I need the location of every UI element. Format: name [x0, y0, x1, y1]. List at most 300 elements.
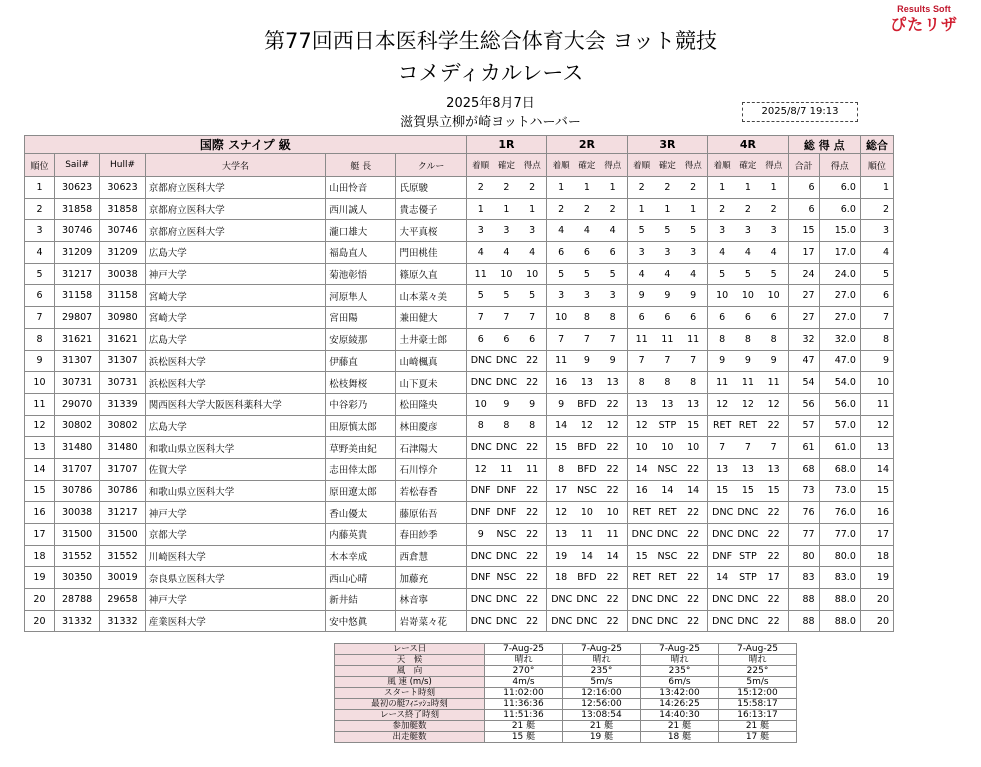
race-info-value: 11:36:36	[485, 699, 563, 710]
table-row	[25, 480, 894, 502]
race-points: 4	[609, 225, 616, 237]
finish-position: 6	[477, 333, 484, 345]
total-cell: 61	[788, 437, 819, 459]
crew-cell: 氏原駿	[396, 177, 466, 199]
col-confirmed: 確定	[658, 161, 676, 171]
sail-number-cell: 31158	[54, 285, 99, 307]
overall-rank-cell: 17	[860, 524, 893, 546]
confirmed-position: DNC	[495, 593, 517, 605]
race-result-cell	[466, 524, 546, 546]
confirmed-position: NSC	[657, 550, 678, 562]
skipper-cell: 香山優太	[326, 502, 396, 524]
race-result-cell	[466, 480, 546, 502]
overall-rank-cell: 6	[860, 285, 893, 307]
race-result-cell	[547, 285, 627, 307]
race-info-value: 16:13:17	[719, 710, 797, 721]
table-row	[25, 285, 894, 307]
finish-position: 6	[719, 311, 726, 323]
overall-rank-cell: 8	[860, 328, 893, 350]
col-sail: Sail#	[54, 154, 99, 177]
skipper-cell: 田原慎太郎	[326, 415, 396, 437]
confirmed-position: DNC	[656, 528, 678, 540]
col-score: 得点	[819, 154, 860, 177]
confirmed-position: 3	[664, 246, 671, 258]
table-row	[25, 198, 894, 220]
total-cell: 56	[788, 393, 819, 415]
finish-position: 9	[558, 398, 565, 410]
race-result-cell	[627, 524, 707, 546]
race-info-row	[335, 644, 797, 655]
race-result-cell	[627, 263, 707, 285]
total-cell: 32	[788, 328, 819, 350]
col-finish: 着順	[633, 161, 651, 171]
race-result-cell	[627, 589, 707, 611]
score-cell: 88.0	[819, 589, 860, 611]
finish-position: 8	[719, 333, 726, 345]
race-points: 14	[687, 485, 700, 497]
score-cell: 17.0	[819, 242, 860, 264]
finish-position: 17	[555, 485, 568, 497]
race-points: 1	[690, 203, 697, 215]
hull-number-cell: 31858	[100, 198, 145, 220]
hull-number-cell: 30038	[100, 263, 145, 285]
finish-position: 11	[555, 355, 568, 367]
finish-position: 10	[635, 442, 648, 454]
overall-rank-cell: 16	[860, 502, 893, 524]
rank-cell: 13	[25, 437, 55, 459]
confirmed-position: DNC	[576, 593, 598, 605]
race-result-cell	[708, 610, 788, 632]
university-cell: 京都府立医科大学	[145, 177, 326, 199]
overall-rank-cell: 4	[860, 242, 893, 264]
confirmed-position: 5	[744, 268, 751, 280]
race-subheader	[547, 154, 627, 177]
race-result-cell	[547, 307, 627, 329]
confirmed-position: 13	[741, 463, 754, 475]
race-info-value: 21 艇	[485, 721, 563, 732]
finish-position: RET	[632, 507, 651, 519]
confirmed-position: 9	[583, 355, 590, 367]
race-info-label: 風 速 (m/s)	[335, 677, 485, 688]
race-points: 8	[529, 420, 536, 432]
race-result-cell	[466, 263, 546, 285]
finish-position: DNC	[470, 615, 492, 627]
race-points: 22	[767, 507, 780, 519]
race-result-cell	[627, 458, 707, 480]
score-cell: 77.0	[819, 524, 860, 546]
hull-number-cell: 31217	[100, 502, 145, 524]
col-hull: Hull#	[100, 154, 145, 177]
race-result-cell	[466, 242, 546, 264]
race-points: 22	[687, 572, 700, 584]
race-result-cell	[708, 198, 788, 220]
race-result-cell	[466, 502, 546, 524]
finish-position: 7	[719, 442, 726, 454]
score-cell: 47.0	[819, 350, 860, 372]
race-result-cell	[627, 372, 707, 394]
race-info-row	[335, 655, 797, 666]
race-points: 5	[770, 268, 777, 280]
sail-number-cell: 30802	[54, 415, 99, 437]
finish-position: DNC	[712, 593, 734, 605]
finish-position: 4	[558, 225, 565, 237]
confirmed-position: DNC	[495, 442, 517, 454]
race-subheader	[708, 154, 788, 177]
finish-position: DNC	[470, 377, 492, 389]
race-result-cell	[466, 220, 546, 242]
race-result-cell	[466, 458, 546, 480]
race-info-value: 235°	[641, 666, 719, 677]
overall-rank-cell: 2	[860, 198, 893, 220]
score-cell: 76.0	[819, 502, 860, 524]
table-row	[25, 242, 894, 264]
hull-number-cell: 31480	[100, 437, 145, 459]
total-cell: 68	[788, 458, 819, 480]
sail-number-cell: 30350	[54, 567, 99, 589]
confirmed-position: 14	[580, 550, 593, 562]
race-points: 10	[526, 268, 539, 280]
race-points: 9	[609, 355, 616, 367]
total-cell: 27	[788, 285, 819, 307]
finish-position: 1	[719, 181, 726, 193]
university-cell: 和歌山県立医科大学	[145, 437, 326, 459]
total-cell: 6	[788, 198, 819, 220]
confirmed-position: 4	[583, 225, 590, 237]
score-cell: 57.0	[819, 415, 860, 437]
table-row	[25, 437, 894, 459]
table-row	[25, 545, 894, 567]
race-result-cell	[547, 545, 627, 567]
skipper-cell: 山田怜音	[326, 177, 396, 199]
finish-position: 1	[558, 181, 565, 193]
overall-rank-cell: 11	[860, 393, 893, 415]
race-result-cell	[547, 242, 627, 264]
confirmed-position: 2	[664, 181, 671, 193]
confirmed-position: DNC	[737, 615, 759, 627]
sail-number-cell: 30623	[54, 177, 99, 199]
race-result-cell	[627, 502, 707, 524]
sail-number-cell: 30038	[54, 502, 99, 524]
race-result-cell	[708, 589, 788, 611]
race-result-cell	[627, 328, 707, 350]
crew-cell: 山本菜々美	[396, 285, 466, 307]
event-date: 2025年8月7日	[446, 96, 535, 111]
race-result-cell	[627, 285, 707, 307]
col-points: 得点	[684, 161, 702, 171]
race-result-cell	[466, 372, 546, 394]
university-cell: 神戸大学	[145, 502, 326, 524]
university-cell: 京都府立医科大学	[145, 220, 326, 242]
finish-position: DNC	[631, 593, 653, 605]
race-info-row	[335, 699, 797, 710]
confirmed-position: DNC	[737, 507, 759, 519]
confirmed-position: DNC	[656, 593, 678, 605]
score-cell: 15.0	[819, 220, 860, 242]
race-result-cell	[466, 328, 546, 350]
race-result-cell	[547, 198, 627, 220]
rank-cell: 15	[25, 480, 55, 502]
confirmed-position: 7	[583, 333, 590, 345]
university-cell: 和歌山県立医科大学	[145, 480, 326, 502]
race-points: 1	[770, 181, 777, 193]
race-result-cell	[547, 567, 627, 589]
score-cell: 27.0	[819, 307, 860, 329]
race-header-2r: 2R	[547, 136, 627, 154]
race-result-cell	[627, 220, 707, 242]
race-info-value: 270°	[485, 666, 563, 677]
race-result-cell	[708, 285, 788, 307]
hull-number-cell: 31209	[100, 242, 145, 264]
race-result-cell	[466, 589, 546, 611]
finish-position: DNC	[551, 593, 573, 605]
race-points: 2	[609, 203, 616, 215]
skipper-cell: 菊池彰悟	[326, 263, 396, 285]
race-result-cell	[708, 458, 788, 480]
race-result-cell	[708, 393, 788, 415]
confirmed-position: 11	[580, 528, 593, 540]
race-result-cell	[466, 198, 546, 220]
finish-position: 14	[555, 420, 568, 432]
finish-position: 12	[716, 398, 729, 410]
score-cell: 80.0	[819, 545, 860, 567]
finish-position: RET	[712, 420, 732, 432]
score-cell: 56.0	[819, 393, 860, 415]
race-result-cell	[466, 285, 546, 307]
score-cell: 61.0	[819, 437, 860, 459]
race-points: 17	[767, 572, 780, 584]
finish-position: 16	[635, 485, 648, 497]
university-cell: 奈良県立医科大学	[145, 567, 326, 589]
race-header-3r: 3R	[627, 136, 707, 154]
confirmed-position: 11	[741, 377, 754, 389]
confirmed-position: 2	[503, 181, 510, 193]
university-cell: 神戸大学	[145, 263, 326, 285]
race-result-cell	[627, 480, 707, 502]
race-points: 4	[770, 246, 777, 258]
finish-position: 11	[474, 268, 487, 280]
sail-number-cell: 31500	[54, 524, 99, 546]
finish-position: 10	[555, 311, 568, 323]
total-cell: 47	[788, 350, 819, 372]
race-info-row	[335, 677, 797, 688]
total-cell: 24	[788, 263, 819, 285]
rank-cell: 16	[25, 502, 55, 524]
rank-cell: 6	[25, 285, 55, 307]
finish-position: 2	[558, 203, 565, 215]
confirmed-position: 11	[500, 463, 513, 475]
race-result-cell	[466, 393, 546, 415]
race-points: 11	[767, 377, 780, 389]
confirmed-position: 8	[664, 377, 671, 389]
confirmed-position: 6	[503, 333, 510, 345]
rank-cell: 9	[25, 350, 55, 372]
skipper-cell: 新井結	[326, 589, 396, 611]
col-skipper: 艇 長	[326, 154, 396, 177]
table-row	[25, 415, 894, 437]
race-points: 22	[606, 463, 619, 475]
finish-position: DNC	[712, 528, 734, 540]
overall-rank-cell: 10	[860, 372, 893, 394]
overall-rank-cell: 12	[860, 415, 893, 437]
race-result-cell	[627, 350, 707, 372]
race-points: 15	[687, 420, 700, 432]
finish-position: 14	[635, 463, 648, 475]
confirmed-position: 12	[741, 398, 754, 410]
race-points: 22	[767, 550, 780, 562]
crew-cell: 貴志優子	[396, 198, 466, 220]
score-cell: 32.0	[819, 328, 860, 350]
crew-cell: 兼田健大	[396, 307, 466, 329]
total-cell: 57	[788, 415, 819, 437]
race-info-value: 6m/s	[641, 677, 719, 688]
print-timestamp: 2025/8/7 19:13	[742, 102, 858, 122]
race-info-value: 晴れ	[719, 655, 797, 666]
race-result-cell	[708, 372, 788, 394]
race-points: 3	[529, 225, 536, 237]
race-points: 14	[606, 550, 619, 562]
hull-number-cell: 30019	[100, 567, 145, 589]
overall-rank-cell: 20	[860, 610, 893, 632]
confirmed-position: DNC	[737, 593, 759, 605]
finish-position: DNC	[712, 615, 734, 627]
total-points-header: 総 得 点	[788, 136, 860, 154]
overall-rank-cell: 18	[860, 545, 893, 567]
rank-cell: 18	[25, 545, 55, 567]
rank-cell: 14	[25, 458, 55, 480]
finish-position: 8	[477, 420, 484, 432]
finish-position: 2	[638, 181, 645, 193]
crew-cell: 藤原佑吾	[396, 502, 466, 524]
hull-number-cell: 31339	[100, 393, 145, 415]
finish-position: 7	[477, 311, 484, 323]
sail-number-cell: 31480	[54, 437, 99, 459]
race-result-cell	[466, 415, 546, 437]
race-info-label: 出走艇数	[335, 732, 485, 743]
race-points: 22	[606, 572, 619, 584]
race-header-4r: 4R	[708, 136, 788, 154]
col-finish: 着順	[552, 161, 570, 171]
university-cell: 浜松医科大学	[145, 350, 326, 372]
hull-number-cell: 31500	[100, 524, 145, 546]
rank-cell: 12	[25, 415, 55, 437]
confirmed-position: 2	[744, 203, 751, 215]
university-cell: 浜松医科大学	[145, 372, 326, 394]
hull-number-cell: 29658	[100, 589, 145, 611]
race-info-value: 13:42:00	[641, 688, 719, 699]
confirmed-position: DNC	[576, 615, 598, 627]
confirmed-position: 4	[503, 246, 510, 258]
race-points: 8	[690, 377, 697, 389]
score-cell: 6.0	[819, 177, 860, 199]
finish-position: DNF	[470, 507, 491, 519]
university-cell: 広島大学	[145, 242, 326, 264]
total-cell: 15	[788, 220, 819, 242]
university-cell: 佐賀大学	[145, 458, 326, 480]
sail-number-cell: 31621	[54, 328, 99, 350]
confirmed-position: DNC	[495, 550, 517, 562]
confirmed-position: 10	[580, 507, 593, 519]
race-info-value: 15:58:17	[719, 699, 797, 710]
total-cell: 88	[788, 610, 819, 632]
confirmed-position: 6	[744, 311, 751, 323]
race-info-label: レース日	[335, 644, 485, 655]
race-points: 11	[687, 333, 700, 345]
score-cell: 68.0	[819, 458, 860, 480]
race-result-cell	[627, 307, 707, 329]
finish-position: 14	[716, 572, 729, 584]
confirmed-position: 9	[503, 398, 510, 410]
race-info-value: 晴れ	[563, 655, 641, 666]
confirmed-position: 2	[583, 203, 590, 215]
confirmed-position: DNC	[495, 355, 517, 367]
race-points: 3	[609, 290, 616, 302]
col-total: 合計	[788, 154, 819, 177]
table-row	[25, 458, 894, 480]
race-info-value: 11:02:00	[485, 688, 563, 699]
finish-position: 13	[555, 528, 568, 540]
race-result-cell	[708, 177, 788, 199]
race-result-cell	[627, 177, 707, 199]
university-cell: 広島大学	[145, 415, 326, 437]
race-info-label: 風 向	[335, 666, 485, 677]
header-row-columns	[25, 154, 894, 177]
sail-number-cell: 31307	[54, 350, 99, 372]
finish-position: 19	[555, 550, 568, 562]
col-rank: 順位	[25, 154, 55, 177]
sail-number-cell: 30786	[54, 480, 99, 502]
finish-position: 11	[716, 377, 729, 389]
race-points: 22	[687, 528, 700, 540]
hull-number-cell: 31307	[100, 350, 145, 372]
score-cell: 24.0	[819, 263, 860, 285]
table-row	[25, 177, 894, 199]
race-points: 9	[529, 398, 536, 410]
finish-position: RET	[632, 572, 651, 584]
confirmed-position: 1	[503, 203, 510, 215]
finish-position: 3	[719, 225, 726, 237]
race-points: 7	[609, 333, 616, 345]
race-info-value: 14:40:30	[641, 710, 719, 721]
race-points: 8	[609, 311, 616, 323]
race-result-cell	[708, 307, 788, 329]
skipper-cell: 福島直人	[326, 242, 396, 264]
race-info-value: 15:12:00	[719, 688, 797, 699]
hull-number-cell: 31158	[100, 285, 145, 307]
overall-rank-cell: 19	[860, 567, 893, 589]
table-row	[25, 372, 894, 394]
finish-position: 12	[474, 463, 487, 475]
rank-cell: 8	[25, 328, 55, 350]
finish-position: DNC	[631, 528, 653, 540]
confirmed-position: 4	[664, 268, 671, 280]
finish-position: DNC	[470, 442, 492, 454]
table-row	[25, 610, 894, 632]
university-cell: 広島大学	[145, 328, 326, 350]
race-points: 7	[529, 311, 536, 323]
finish-position: 13	[716, 463, 729, 475]
crew-cell: 門田桃佳	[396, 242, 466, 264]
total-cell: 80	[788, 545, 819, 567]
rank-cell: 7	[25, 307, 55, 329]
overall-rank-cell: 1	[860, 177, 893, 199]
finish-position: 7	[558, 333, 565, 345]
results-body	[25, 177, 894, 632]
confirmed-position: STP	[658, 420, 677, 432]
confirmed-position: 7	[744, 442, 751, 454]
hull-number-cell: 30746	[100, 220, 145, 242]
race-info-label: 天 候	[335, 655, 485, 666]
race-points: 22	[606, 442, 619, 454]
